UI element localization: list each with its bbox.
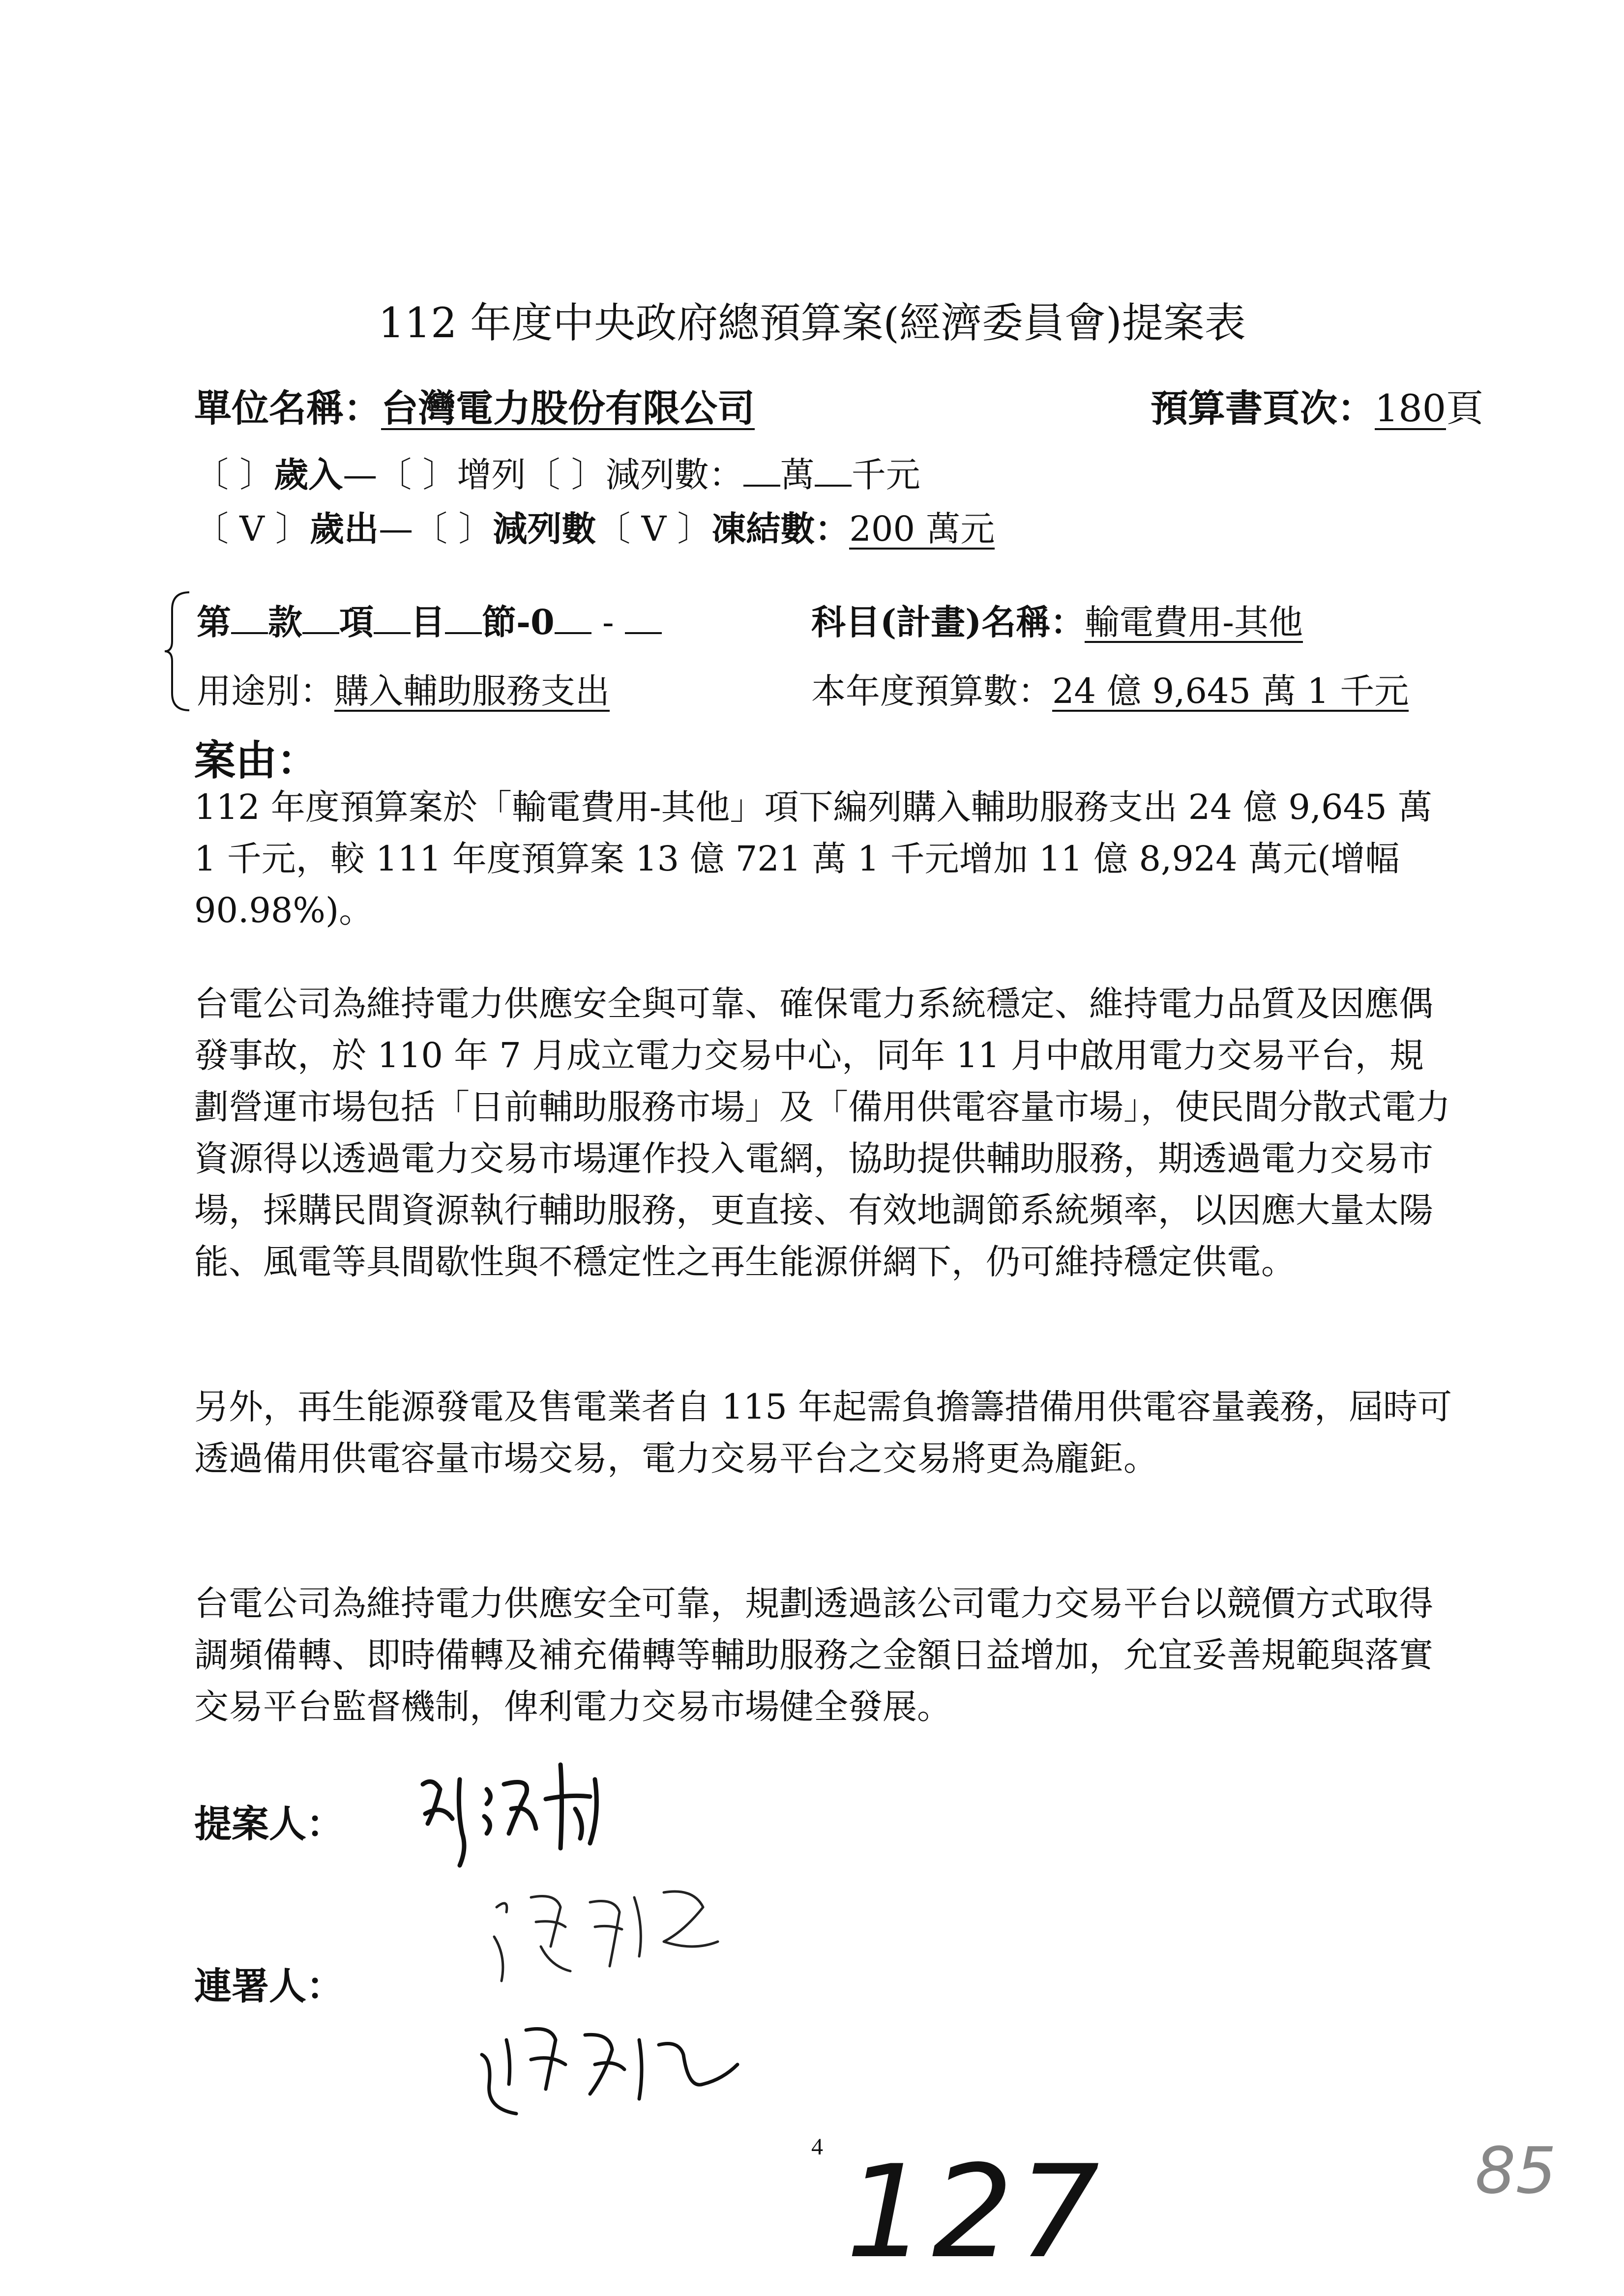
expense-amount: 200 萬元 <box>849 509 995 549</box>
blank-mu <box>374 603 411 634</box>
budget-page-value: 180 <box>1375 386 1447 430</box>
paragraph-2 <box>194 978 1453 1288</box>
section-line-1 <box>197 595 662 644</box>
blank-wan <box>743 455 780 487</box>
section-mu: 目 <box>411 602 445 642</box>
blank-jie3 <box>625 603 662 634</box>
expense-decrease: 減列數 <box>493 508 596 549</box>
cosigner-signature-1 <box>487 1868 742 1996</box>
paragraph-text: 台電公司為維持電力供應安全可靠，規劃透過該公司電力交易平台以競價方式取得調頻備轉、即時備轉及補充備轉等輔助服務之金額日益增加，允宜妥善規範與落實交易平台監督機制，俾利電力交易市場健全發展。 <box>194 1583 1433 1727</box>
use-value: 購入輔助服務支出 <box>334 671 610 711</box>
expense-bracket: 〔 V 〕 <box>194 509 310 549</box>
expense-bracket2: 〔 V 〕 <box>596 509 712 549</box>
paragraph-text: 台電公司為維持電力供應安全與可靠、確保電力系統穩定、維持電力品質及因應偶發事故，於 110 年 7 月成立電力交易中心，同年 11 月中啟用電力交易平台，規劃營運市場包括「日前輔助服務市場」及「備用供電容量市場」，使民間分散式電力資源得以透過電力交易市場運作投入電網，協助提供輔助服務，期透過電力交易市場，採購民間資源執行輔助服務，更直接、有效地調節系統頻率，以因應大量太陽能、風電等具間歇性與不穩定性之再生能源併網下，仍可維持穩定供電。 <box>194 984 1450 1282</box>
section-jie: 節-0 <box>482 602 555 642</box>
handwritten-number: 127 <box>846 2138 1105 2287</box>
proposer-label: 提案人： <box>194 1802 344 1846</box>
revenue-increase: 增列 <box>457 455 526 495</box>
section-di: 第 <box>197 602 231 642</box>
page-number: 4 <box>811 2134 823 2160</box>
paragraph-text: 112 年度預算案於「輸電費用-其他」項下編列購入輔助服務支出 24 億 9,645 萬 1 千元，較 111 年度預算案 13 億 721 萬 1 千元增加 11 億 8,924 萬元(增幅 90.98%)。 <box>194 787 1432 930</box>
corner-number: 85 <box>1475 2133 1557 2208</box>
section-dash: - <box>591 602 625 642</box>
revenue-wan: 萬 <box>780 455 815 495</box>
use-row <box>197 664 610 713</box>
revenue-decrease: 減列數： <box>605 455 743 495</box>
expense-freeze: 凍結數： <box>711 508 850 549</box>
subject-label: 科目(計畫)名稱： <box>811 602 1085 642</box>
revenue-qian: 千元 <box>851 455 920 495</box>
blank-qian <box>815 455 852 487</box>
revenue-bracket2: 〔 〕 <box>526 455 606 495</box>
reason-label: 案由： <box>194 736 319 785</box>
paragraph-text: 另外，再生能源發電及售電業者自 115 年起需負擔籌措備用供電容量義務，屆時可透過備用供電容量市場交易，電力交易平台之交易將更為龐鉅。 <box>194 1387 1452 1479</box>
paragraph-3 <box>194 1381 1453 1484</box>
budget-value: 24 億 9,645 萬 1 千元 <box>1052 671 1409 711</box>
unit-row <box>194 378 755 432</box>
paragraph-1 <box>194 782 1453 936</box>
revenue-bracket: 〔 〕 <box>194 455 274 495</box>
section-brace <box>162 590 192 713</box>
blank-kuan <box>231 603 268 634</box>
subject-row <box>811 595 1303 644</box>
blank-jie2 <box>555 603 591 634</box>
page-title: 112 年度中央政府總預算案(經濟委員會)提案表 <box>378 299 1246 347</box>
expense-label: 歲出 <box>310 508 379 549</box>
unit-label: 單位名稱： <box>194 386 381 430</box>
blank-jie <box>445 603 482 634</box>
expense-dash: —〔 〕 <box>379 509 493 549</box>
paragraph-4 <box>194 1578 1453 1733</box>
revenue-label: 歲入 <box>274 454 343 495</box>
revenue-dash: —〔 〕 <box>343 455 457 495</box>
section-xiang: 項 <box>339 602 374 642</box>
expense-line <box>194 501 995 551</box>
proposer-signature <box>413 1750 649 1873</box>
cosigner-signature-2 <box>472 2010 747 2123</box>
use-label: 用途別： <box>197 671 334 711</box>
budget-page-unit: 頁 <box>1446 386 1484 430</box>
section-kuan: 款 <box>268 602 302 642</box>
unit-name: 台灣電力股份有限公司 <box>381 386 755 430</box>
revenue-line <box>194 447 920 497</box>
budget-label: 本年度預算數： <box>811 671 1052 711</box>
budget-page-label: 預算書頁次： <box>1151 386 1375 430</box>
cosigner-label: 連署人： <box>194 1964 344 2008</box>
blank-xiang <box>302 603 339 634</box>
budget-page-row <box>1151 378 1483 432</box>
subject-value: 輸電費用-其他 <box>1085 602 1303 642</box>
budget-row <box>811 664 1409 713</box>
